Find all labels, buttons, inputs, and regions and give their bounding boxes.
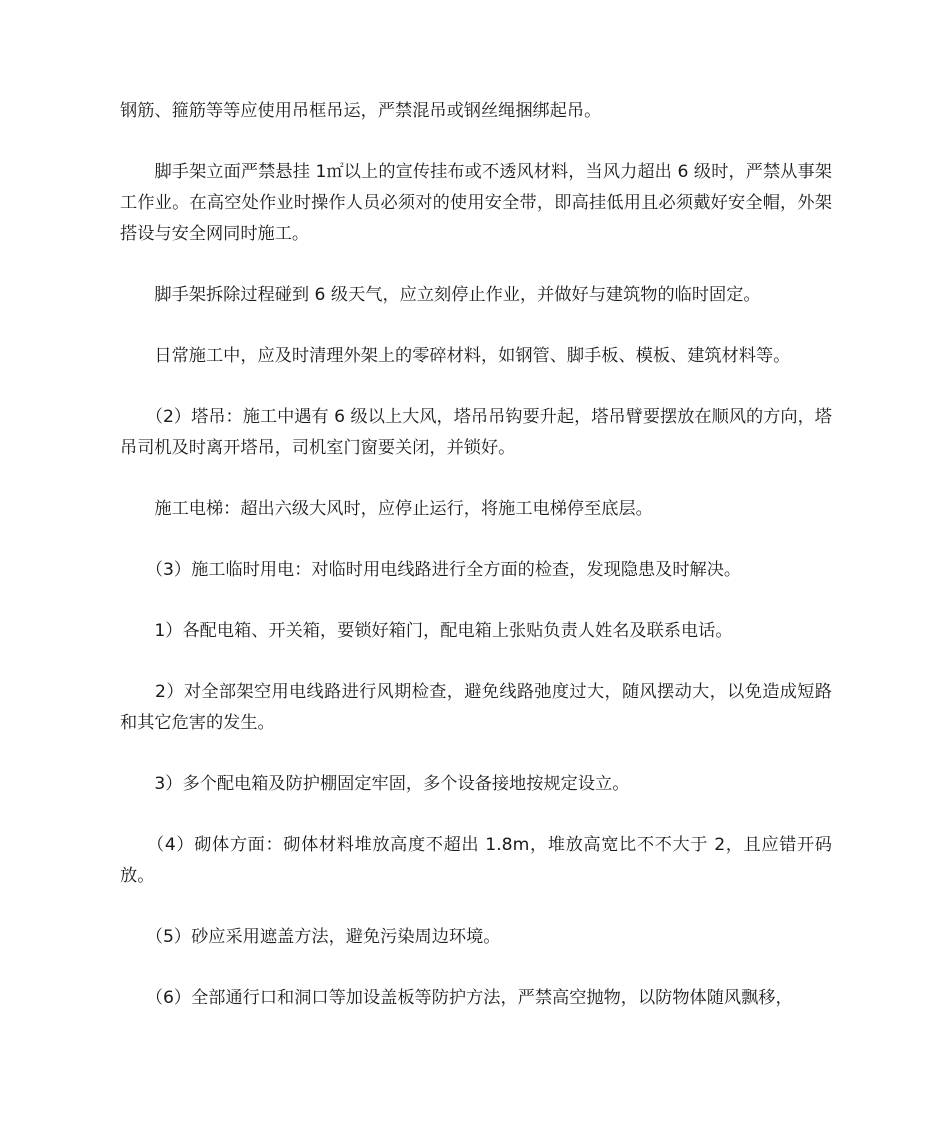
- paragraph-gap: [120, 372, 832, 402]
- paragraph-scaffold-dismantling: 脚手架拆除过程碰到 6 级天气，应立刻停止作业，并做好与建筑物的临时固定。: [120, 285, 761, 305]
- paragraph-gap: [120, 464, 832, 494]
- paragraph-construction-elevator: 施工电梯：超出六级大风时，应停止运行，将施工电梯停至底层。: [120, 499, 653, 519]
- paragraph-rebar-lifting: 钢筋、箍筋等等应使用吊框吊运，严禁混吊或钢丝绳捆绑起吊。: [120, 101, 602, 121]
- paragraph-daily-cleanup: 日常施工中，应及时清理外架上的零碎材料，如钢管、脚手板、模板、建筑材料等。: [120, 346, 791, 366]
- paragraph-gap: [120, 800, 832, 830]
- paragraph-gap: [120, 586, 832, 616]
- paragraph-gap: [120, 739, 832, 769]
- paragraph-grounding: 3）多个配电箱及防护棚固定牢固，多个设备接地按规定设立。: [120, 774, 630, 794]
- paragraph-overhead-lines: 2）对全部架空用电线路进行风期检查，避免线路弛度过大，随风摆动大，以免造成短路和其它危害的发生。: [120, 682, 832, 733]
- paragraph-sand-covering: （5）砂应采用遮盖方法，避免污染周边环境。: [120, 927, 501, 947]
- paragraph-openings-protection: （6）全部通行口和洞口等加设盖板等防护方法，严禁高空抛物，以防物体随风飘移，: [120, 988, 793, 1008]
- paragraph-distribution-boxes: 1）各配电箱、开关箱，要锁好箱门，配电箱上张贴负责人姓名及联系电话。: [120, 621, 733, 641]
- paragraph-masonry: （4）砌体方面：砌体材料堆放高度不超出 1.8m，堆放高宽比不不大于 2，且应错开码放。: [120, 835, 832, 886]
- paragraph-temporary-power: （3）施工临时用电：对临时用电线路进行全方面的检查，发现隐患及时解决。: [120, 560, 742, 580]
- paragraph-gap: [120, 892, 832, 922]
- paragraph-gap: [120, 311, 832, 341]
- paragraph-gap: [120, 250, 832, 280]
- paragraph-tower-crane: （2）塔吊：施工中遇有 6 级以上大风，塔吊吊钩要升起，塔吊臂要摆放在顺风的方向，塔吊司机及时离开塔吊，司机室门窗要关闭，并锁好。: [120, 407, 832, 458]
- document-body: [120, 96, 832, 1014]
- paragraph-scaffold-facade: 脚手架立面严禁悬挂 1㎡以上的宣传挂布或不透风材料，当风力超出 6 级时，严禁从事架工作业。在高空处作业时操作人员必须对的使用安全带，即高挂低用且必须戴好安全帽，外架搭设与安全网同时施工。: [120, 162, 832, 244]
- paragraph-gap: [120, 127, 832, 157]
- paragraph-gap: [120, 647, 832, 677]
- paragraph-gap: [120, 953, 832, 983]
- paragraph-gap: [120, 525, 832, 555]
